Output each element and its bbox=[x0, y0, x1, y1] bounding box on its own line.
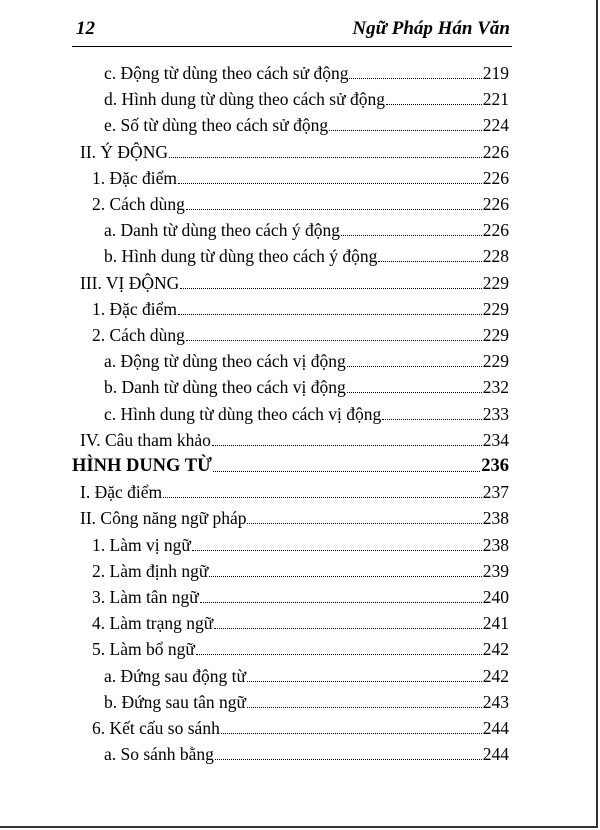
toc-entry bbox=[72, 451, 509, 477]
toc-leader-dots bbox=[180, 288, 481, 289]
toc-entry-page: 241 bbox=[482, 613, 509, 634]
toc-entry bbox=[80, 425, 509, 451]
toc-entry-page: 226 bbox=[482, 220, 509, 241]
toc-entry-label: a. Đứng sau động từ bbox=[104, 665, 246, 686]
toc-entry-label: 1. Đặc điểm bbox=[92, 167, 178, 188]
toc-leader-dots bbox=[186, 340, 482, 341]
toc-leader-dots bbox=[192, 550, 482, 551]
toc-entry-label: 2. Làm định ngữ bbox=[92, 560, 209, 581]
toc-leader-dots bbox=[200, 602, 482, 603]
page-number: 12 bbox=[76, 18, 95, 39]
toc-leader-dots bbox=[341, 235, 482, 236]
toc-entry-page: 234 bbox=[482, 429, 509, 450]
toc-entry-page: 219 bbox=[482, 63, 509, 83]
toc-entry-page: 238 bbox=[482, 508, 509, 529]
toc-entry-page: 229 bbox=[482, 351, 509, 372]
toc-leader-dots bbox=[178, 314, 482, 315]
toc-leader-dots bbox=[214, 628, 481, 629]
toc-entry-label: b. Hình dung từ dùng theo cách ý động bbox=[104, 246, 378, 267]
toc-entry-label: c. Hình dung từ dùng theo cách vị động bbox=[104, 403, 382, 424]
toc-entry-label: 5. Làm bổ ngữ bbox=[92, 639, 195, 660]
toc-entry-label: 4. Làm trạng ngữ bbox=[92, 613, 214, 634]
toc-entry-label: III. VỊ ĐỘNG bbox=[80, 272, 180, 293]
toc-leader-dots bbox=[186, 209, 482, 210]
toc-entry-page: 242 bbox=[482, 665, 509, 686]
toc-leader-dots bbox=[213, 471, 480, 472]
toc-entry bbox=[92, 530, 509, 556]
toc-entry-page: 242 bbox=[482, 639, 509, 660]
toc-entry-label: c. Động từ dùng theo cách sử động bbox=[104, 63, 349, 83]
toc-entry-page: 229 bbox=[482, 325, 509, 345]
toc-entry-page: 236 bbox=[481, 456, 509, 476]
toc-entry-page: 221 bbox=[482, 89, 509, 110]
toc-entry-page: 226 bbox=[482, 167, 509, 188]
toc-leader-dots bbox=[329, 130, 482, 131]
toc-leader-dots bbox=[221, 733, 482, 734]
toc-entry-label: b. Danh từ dùng theo cách vị động bbox=[104, 377, 346, 398]
toc-entry-page: 233 bbox=[482, 403, 509, 424]
toc-entry-page: 229 bbox=[482, 272, 509, 293]
toc-entry bbox=[104, 399, 509, 425]
toc-entry bbox=[104, 215, 509, 241]
toc-entry-page: 232 bbox=[482, 377, 509, 398]
toc-leader-dots bbox=[163, 497, 482, 498]
toc-leader-dots bbox=[347, 366, 482, 367]
toc-entry bbox=[92, 320, 509, 346]
toc-entry bbox=[104, 661, 509, 687]
running-title: Ngữ Pháp Hán Văn bbox=[352, 18, 510, 39]
toc-entry-page: 224 bbox=[482, 115, 509, 136]
page-header bbox=[72, 14, 512, 47]
toc-leader-dots bbox=[378, 261, 481, 262]
toc-leader-dots bbox=[178, 183, 482, 184]
toc-entry-label: IV. Câu tham khảo bbox=[80, 429, 211, 450]
toc-entry-label: 2. Cách dùng bbox=[92, 194, 185, 214]
toc-leader-dots bbox=[212, 445, 482, 446]
toc-leader-dots bbox=[215, 759, 482, 760]
toc-leader-dots bbox=[382, 419, 481, 420]
toc-entry-page: 244 bbox=[482, 718, 509, 738]
toc-entry-label: a. So sánh bằng bbox=[104, 744, 214, 765]
toc-entry bbox=[92, 294, 509, 320]
toc-entry bbox=[92, 556, 509, 582]
toc-entry-page: 238 bbox=[482, 534, 509, 555]
toc-leader-dots bbox=[247, 523, 481, 524]
toc-leader-dots bbox=[347, 392, 482, 393]
toc-entry-page: 226 bbox=[482, 194, 509, 214]
toc-entry-label: HÌNH DUNG TỪ bbox=[72, 456, 212, 476]
toc-entry bbox=[92, 189, 509, 215]
toc-entry-label: e. Số từ dùng theo cách sử động bbox=[104, 115, 329, 136]
toc-entry-label: I. Đặc điểm bbox=[80, 482, 163, 503]
toc-entry bbox=[80, 477, 509, 503]
toc-entry-label: 1. Làm vị ngữ bbox=[92, 534, 191, 555]
toc-entry bbox=[104, 110, 509, 136]
toc-leader-dots bbox=[169, 157, 482, 158]
toc-leader-dots bbox=[196, 654, 482, 655]
toc-entry-label: 6. Kết cấu so sánh bbox=[92, 718, 220, 738]
toc-leader-dots bbox=[386, 104, 482, 105]
toc-entry-page: 239 bbox=[482, 560, 509, 581]
toc-entry-page: 243 bbox=[482, 691, 509, 712]
toc-entry-page: 244 bbox=[482, 744, 509, 765]
toc-entry-label: II. Ý ĐỘNG bbox=[80, 141, 168, 162]
toc-entry bbox=[104, 84, 509, 110]
toc-entry-label: 1. Đặc điểm bbox=[92, 298, 178, 319]
toc-entry-page: 226 bbox=[482, 141, 509, 162]
toc-entry bbox=[92, 582, 509, 608]
toc-entry bbox=[92, 713, 509, 739]
toc-entry-label: b. Đứng sau tân ngữ bbox=[104, 691, 246, 712]
toc-leader-dots bbox=[247, 681, 482, 682]
toc-entry bbox=[104, 687, 509, 713]
toc-entry-page: 229 bbox=[482, 298, 509, 319]
toc-entry bbox=[92, 163, 509, 189]
toc-leader-dots bbox=[349, 78, 481, 79]
toc-entry bbox=[104, 58, 509, 84]
toc-entry-label: a. Danh từ dùng theo cách ý động bbox=[104, 220, 340, 241]
toc-entry bbox=[80, 137, 509, 163]
toc-entry-label: 2. Cách dùng bbox=[92, 325, 185, 345]
toc-entry-page: 228 bbox=[482, 246, 509, 267]
toc-entry bbox=[80, 503, 509, 529]
toc-entry bbox=[92, 608, 509, 634]
toc-entry bbox=[104, 739, 509, 765]
toc-entry bbox=[92, 634, 509, 660]
toc-entry-label: II. Công năng ngữ pháp bbox=[80, 508, 247, 529]
toc-entry bbox=[104, 241, 509, 267]
toc-entry-page: 240 bbox=[482, 587, 509, 607]
toc-entry-label: a. Động từ dùng theo cách vị động bbox=[104, 351, 346, 372]
toc-entry bbox=[104, 372, 509, 398]
toc-entry-label: d. Hình dung từ dùng theo cách sử động bbox=[104, 89, 385, 110]
toc-entry-label: 3. Làm tân ngữ bbox=[92, 587, 199, 607]
toc-entry bbox=[104, 346, 509, 372]
toc-entry-page: 237 bbox=[482, 482, 509, 503]
toc-leader-dots bbox=[209, 576, 481, 577]
toc-leader-dots bbox=[247, 707, 482, 708]
toc-entry bbox=[80, 268, 509, 294]
